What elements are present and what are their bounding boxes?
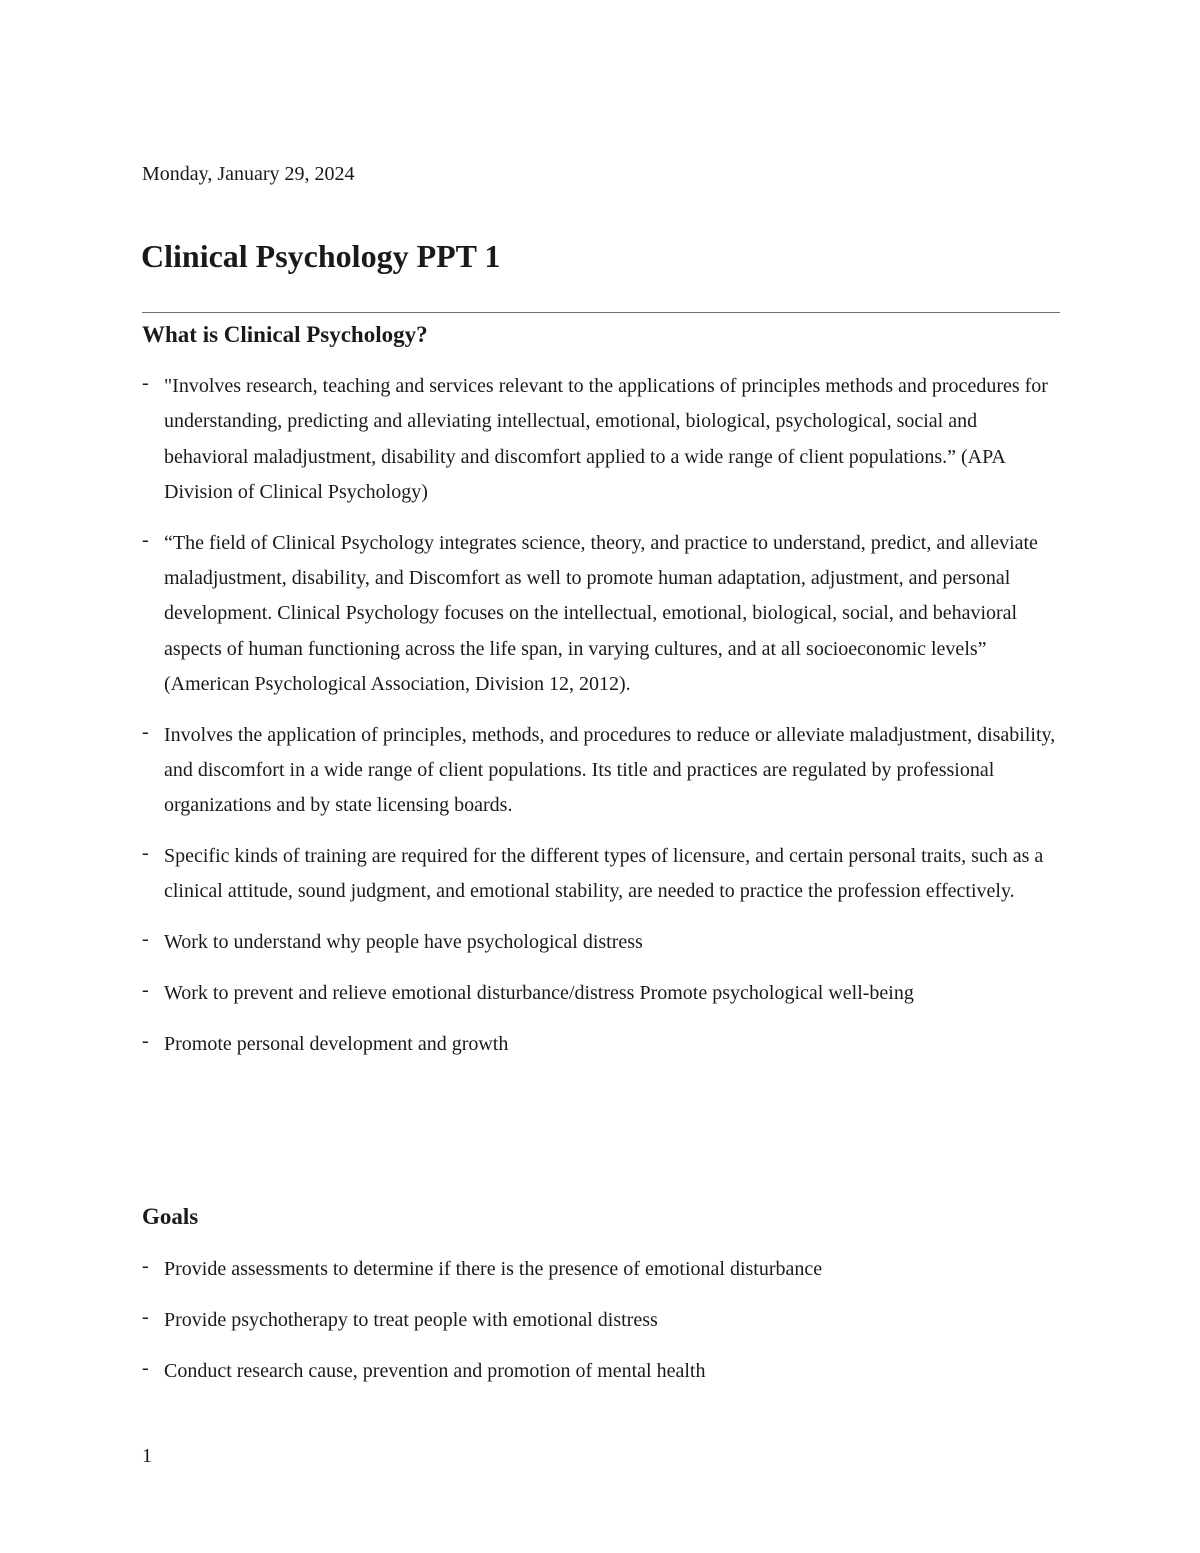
bullet-list [142, 369, 1060, 1062]
list-item [142, 976, 1060, 1011]
title-divider [142, 312, 1060, 313]
list-item-text: "Involves research, teaching and services relevant to the applications of principles methods and procedures for understanding, predicting and alleviating intellectual, emotional, biological, psychological, social and behavioral maladjustment, disability and discomfort applied to a wide range of client populations.” (APA Division of Clinical Psychology) [164, 375, 1048, 503]
list-item [142, 1252, 1060, 1287]
document-title: Clinical Psychology PPT 1 [141, 238, 501, 274]
dash-bullet: - [142, 978, 149, 1001]
list-item-text: Provide psychotherapy to treat people with emotional distress [164, 1308, 658, 1331]
dash-bullet: - [142, 1029, 149, 1052]
list-item [142, 526, 1060, 702]
document-date: Monday, January 29, 2024 [142, 163, 355, 185]
list-item-text: Involves the application of principles, methods, and procedures to reduce or alleviate maladjustment, disability, and discomfort in a wide range of client populations. Its title and practices are regulated by professional organizations and by state licensing boards. [164, 723, 1056, 817]
section-heading: Goals [142, 1204, 199, 1229]
dash-bullet: - [142, 1356, 149, 1379]
dash-bullet: - [142, 928, 149, 951]
bullet-list [142, 1252, 1060, 1389]
list-item-text: Promote personal development and growth [164, 1032, 509, 1055]
list-item [142, 369, 1060, 510]
list-item-text: Conduct research cause, prevention and promotion of mental health [164, 1359, 706, 1382]
dash-bullet: - [142, 372, 149, 394]
dash-bullet: - [142, 1305, 149, 1328]
list-item [142, 1027, 1060, 1062]
dash-bullet: - [142, 1255, 149, 1277]
page-number: 1 [142, 1445, 152, 1467]
dash-bullet: - [142, 528, 149, 551]
dash-bullet: - [142, 842, 149, 865]
list-item [142, 1354, 1060, 1389]
list-item-text: Work to understand why people have psychological distress [164, 931, 643, 954]
section-goals [142, 1202, 1060, 1389]
list-item [142, 718, 1060, 824]
list-item-text: Specific kinds of training are required for the different types of licensure, and certain personal traits, such as a clinical attitude, sound judgment, and emotional stability, are needed to practice the profession effectively. [164, 845, 1044, 903]
section-heading: What is Clinical Psychology? [142, 322, 428, 347]
list-item [142, 839, 1060, 910]
list-item-text: Provide assessments to determine if there is the presence of emotional disturbance [164, 1258, 823, 1280]
section-what-is-clinical-psychology [142, 320, 1060, 1062]
dash-bullet: - [142, 720, 149, 743]
list-item-text: “The field of Clinical Psychology integrates science, theory, and practice to understand, predict, and alleviate maladjustment, disability, and Discomfort as well to promote human adaptation, adjustment, and personal development. Clinical Psychology focuses on the intellectual, emotional, biological, social, and behavioral aspects of human functioning across the life span, in varying cultures, and at all socioeconomic levels” (American Psychological Association, Division 12, 2012). [164, 531, 1038, 695]
list-item-text: Work to prevent and relieve emotional disturbance/distress Promote psychological well-being [164, 981, 914, 1004]
list-item [142, 925, 1060, 960]
list-item [142, 1303, 1060, 1338]
